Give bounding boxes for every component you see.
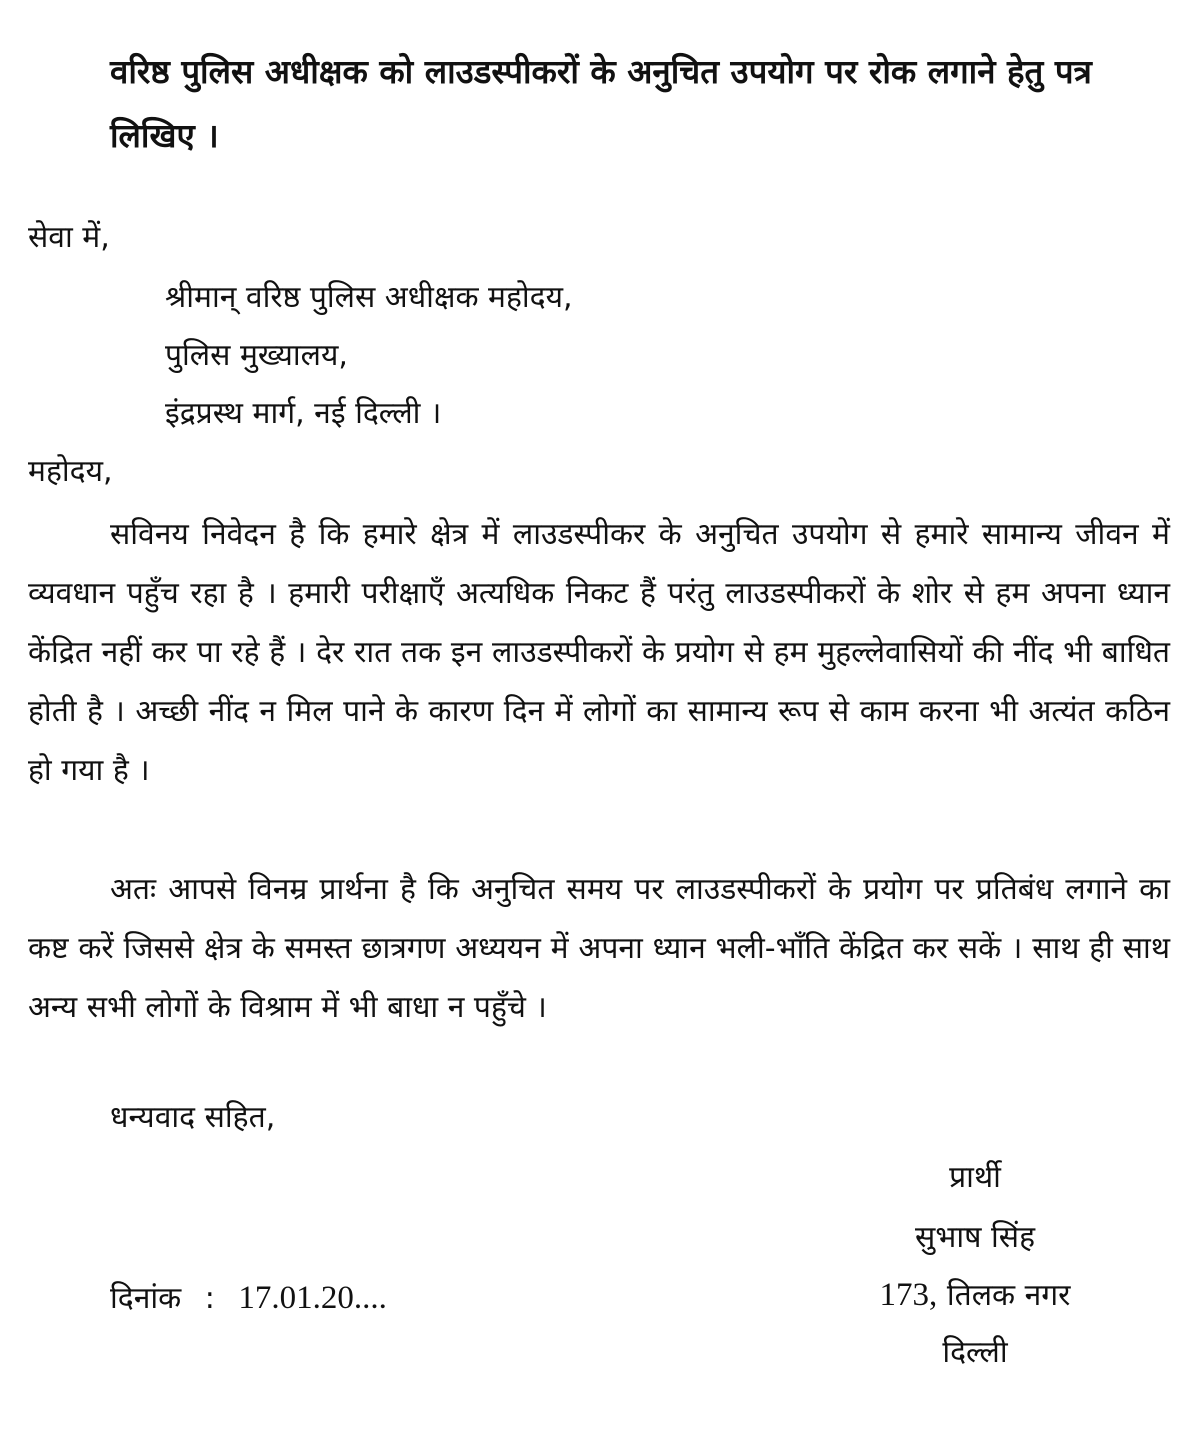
closing: धन्यवाद सहित, <box>110 1100 276 1135</box>
recipient-line-3: इंद्रप्रस्थ मार्ग, नई दिल्ली । <box>165 396 442 431</box>
signature-role: प्रार्थी <box>949 1160 1001 1195</box>
date-label: दिनांक <box>110 1281 182 1316</box>
recipient-line-2: पुलिस मुख्यालय, <box>165 338 348 373</box>
date-line <box>110 1278 387 1319</box>
signature-city: दिल्ली <box>942 1335 1008 1370</box>
signature-address <box>800 1275 1150 1316</box>
signature-house-number: 173, <box>879 1277 938 1313</box>
page-title: वरिष्ठ पुलिस अधीक्षक को लाउडस्पीकरों के अनुचित उपयोग पर रोक लगाने हेतु पत्र लिखिए । <box>110 52 1092 155</box>
greeting: महोदय, <box>28 454 113 489</box>
recipient-line-1: श्रीमान् वरिष्ठ पुलिस अधीक्षक महोदय, <box>165 280 573 315</box>
signature-street: तिलक नगर <box>946 1278 1071 1313</box>
signature-name: सुभाष सिंह <box>915 1220 1035 1255</box>
salutation-to: सेवा में, <box>28 220 110 255</box>
body-paragraph-2: अतः आपसे विनम्र प्रार्थना है कि अनुचित समय पर लाउडस्पीकरों के प्रयोग पर प्रतिबंध लगाने का कष्ट करें जिससे क्षेत्र के समस्त छात्रगण अध्ययन में अपना ध्यान भली-भाँति केंद्रित कर सकें । साथ ही साथ अन्य सभी लोगों के विश्राम में भी बाधा न पहुँचे । <box>28 872 1170 1025</box>
date-value: 17.01.20.... <box>238 1280 387 1316</box>
body-paragraph-1: सविनय निवेदन है कि हमारे क्षेत्र में लाउडस्पीकर के अनुचित उपयोग से हमारे सामान्य जीवन में व्यवधान पहुँच रहा है । हमारी परीक्षाएँ अत्यधिक निकट हैं परंतु लाउडस्पीकरों के शोर से हम अपना ध्यान केंद्रित नहीं कर पा रहे हैं । देर रात तक इन लाउडस्पीकरों के प्रयोग से हम मुहल्लेवासियों की नींद भी बाधित होती है । अच्छी नींद न मिल पाने के कारण दिन में लोगों का सामान्य रूप से काम करना भी अत्यंत कठिन हो गया है । <box>28 517 1170 788</box>
date-separator: : <box>204 1281 215 1316</box>
